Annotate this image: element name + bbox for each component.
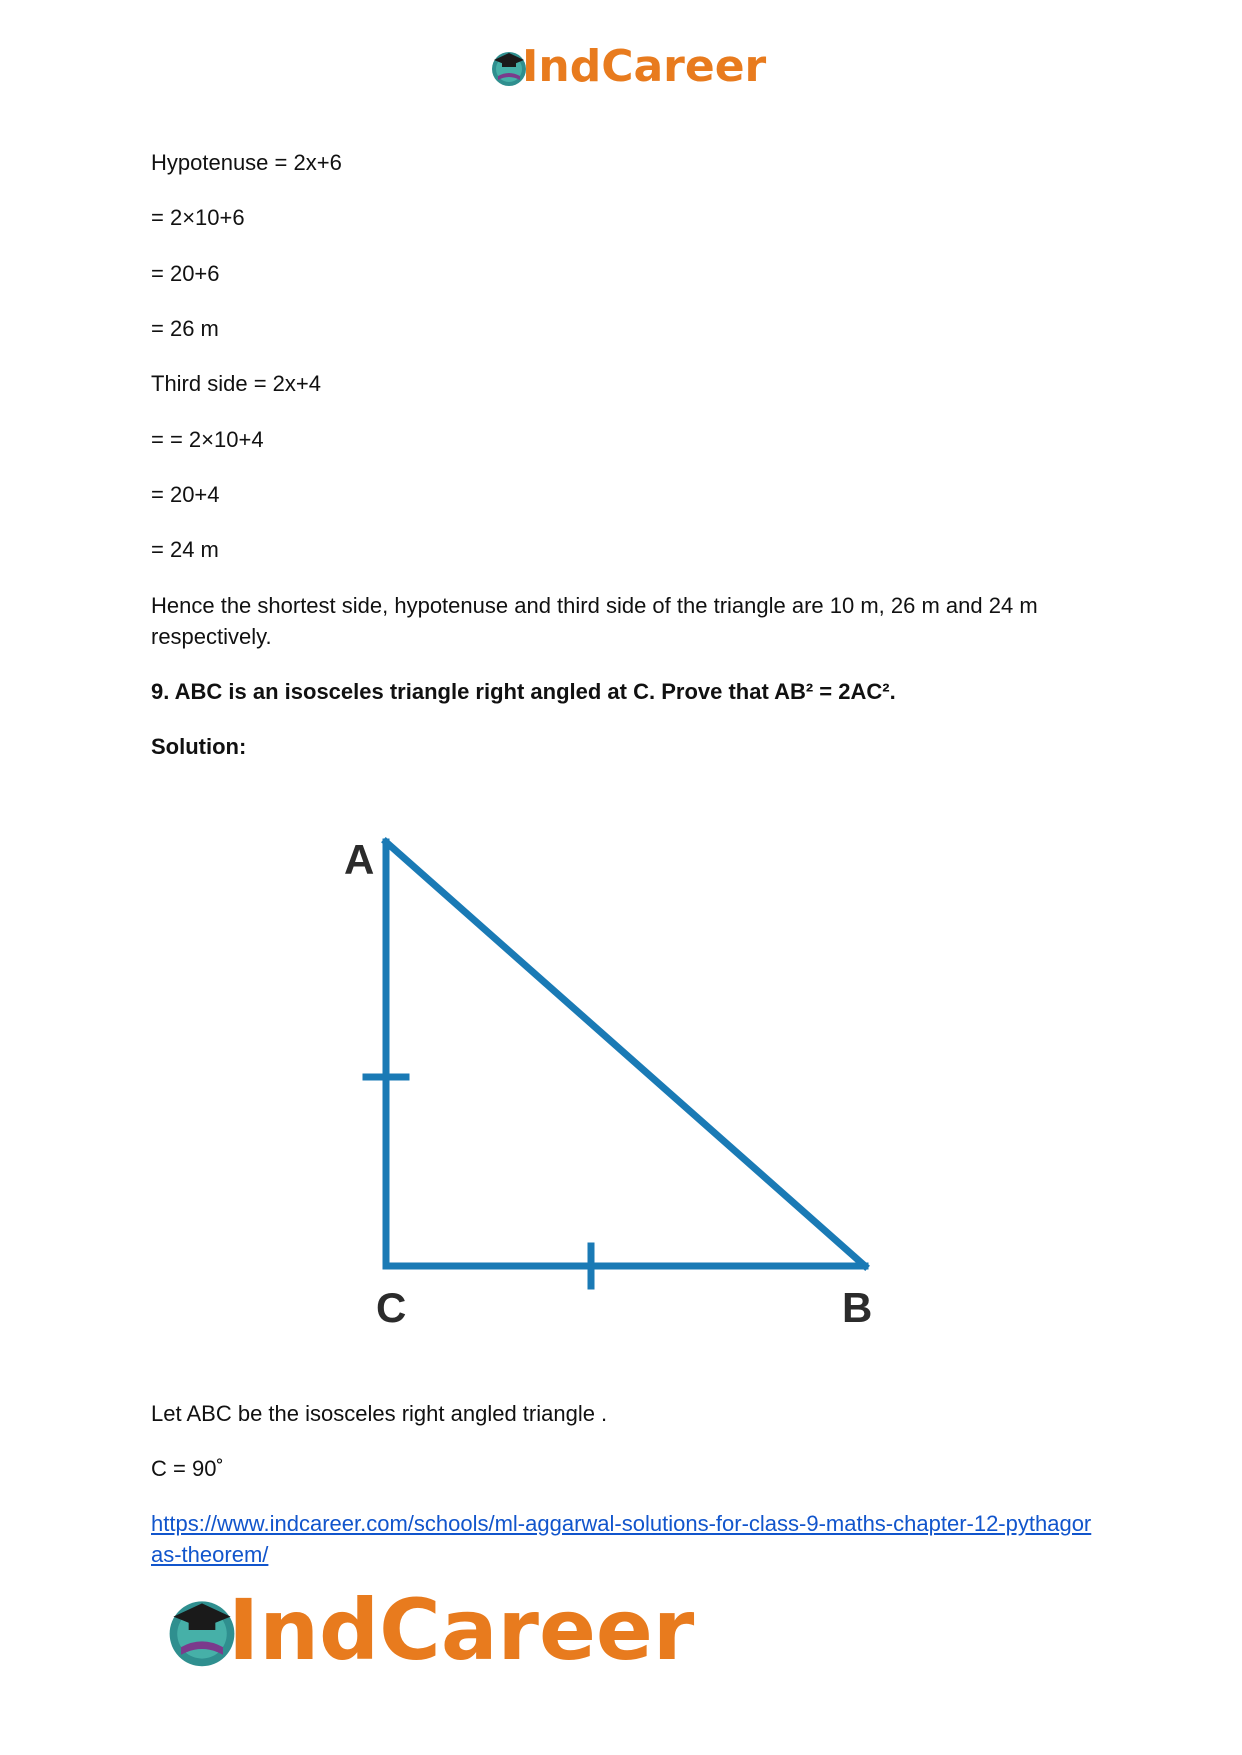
footer-logo — [162, 1581, 695, 1679]
triangle-diagram — [340, 830, 900, 1350]
text-line: = = 2×10+4 — [151, 427, 264, 452]
solution-label: Solution: — [151, 734, 247, 759]
question-heading: 9. ABC is an isosceles triangle right angled at C. Prove that AB² = 2AC². — [151, 679, 896, 704]
vertex-label-b: B — [842, 1284, 873, 1331]
text-line: = 26 m — [151, 316, 219, 341]
text-line: Hypotenuse = 2x+6 — [151, 150, 342, 175]
text-line: Third side = 2x+4 — [151, 371, 321, 396]
text-line: = 20+6 — [151, 261, 220, 286]
text-line: = 2×10+6 — [151, 205, 245, 230]
text-line: Let ABC be the isosceles right angled triangle . — [151, 1401, 608, 1426]
side-ab — [386, 842, 865, 1266]
text-line: = 20+4 — [151, 482, 220, 507]
logo-wordmark: IndCareer — [228, 1581, 695, 1679]
logo-wordmark: IndCareer — [522, 41, 767, 92]
text-line: C = 90˚ — [151, 1456, 224, 1481]
conclusion-paragraph: Hence the shortest side, hypotenuse and third side of the triangle are 10 m, 26 m and 24 m respectively. — [151, 593, 1038, 649]
vertex-label-c: C — [376, 1284, 407, 1331]
source-link[interactable]: https://www.indcareer.com/schools/ml-aggarwal-solutions-for-class-9-maths-chapter-12-pythagoras-theorem/ — [151, 1511, 1092, 1567]
header-logo — [488, 42, 766, 92]
vertex-label-a: A — [344, 836, 375, 883]
text-line: = 24 m — [151, 537, 219, 562]
